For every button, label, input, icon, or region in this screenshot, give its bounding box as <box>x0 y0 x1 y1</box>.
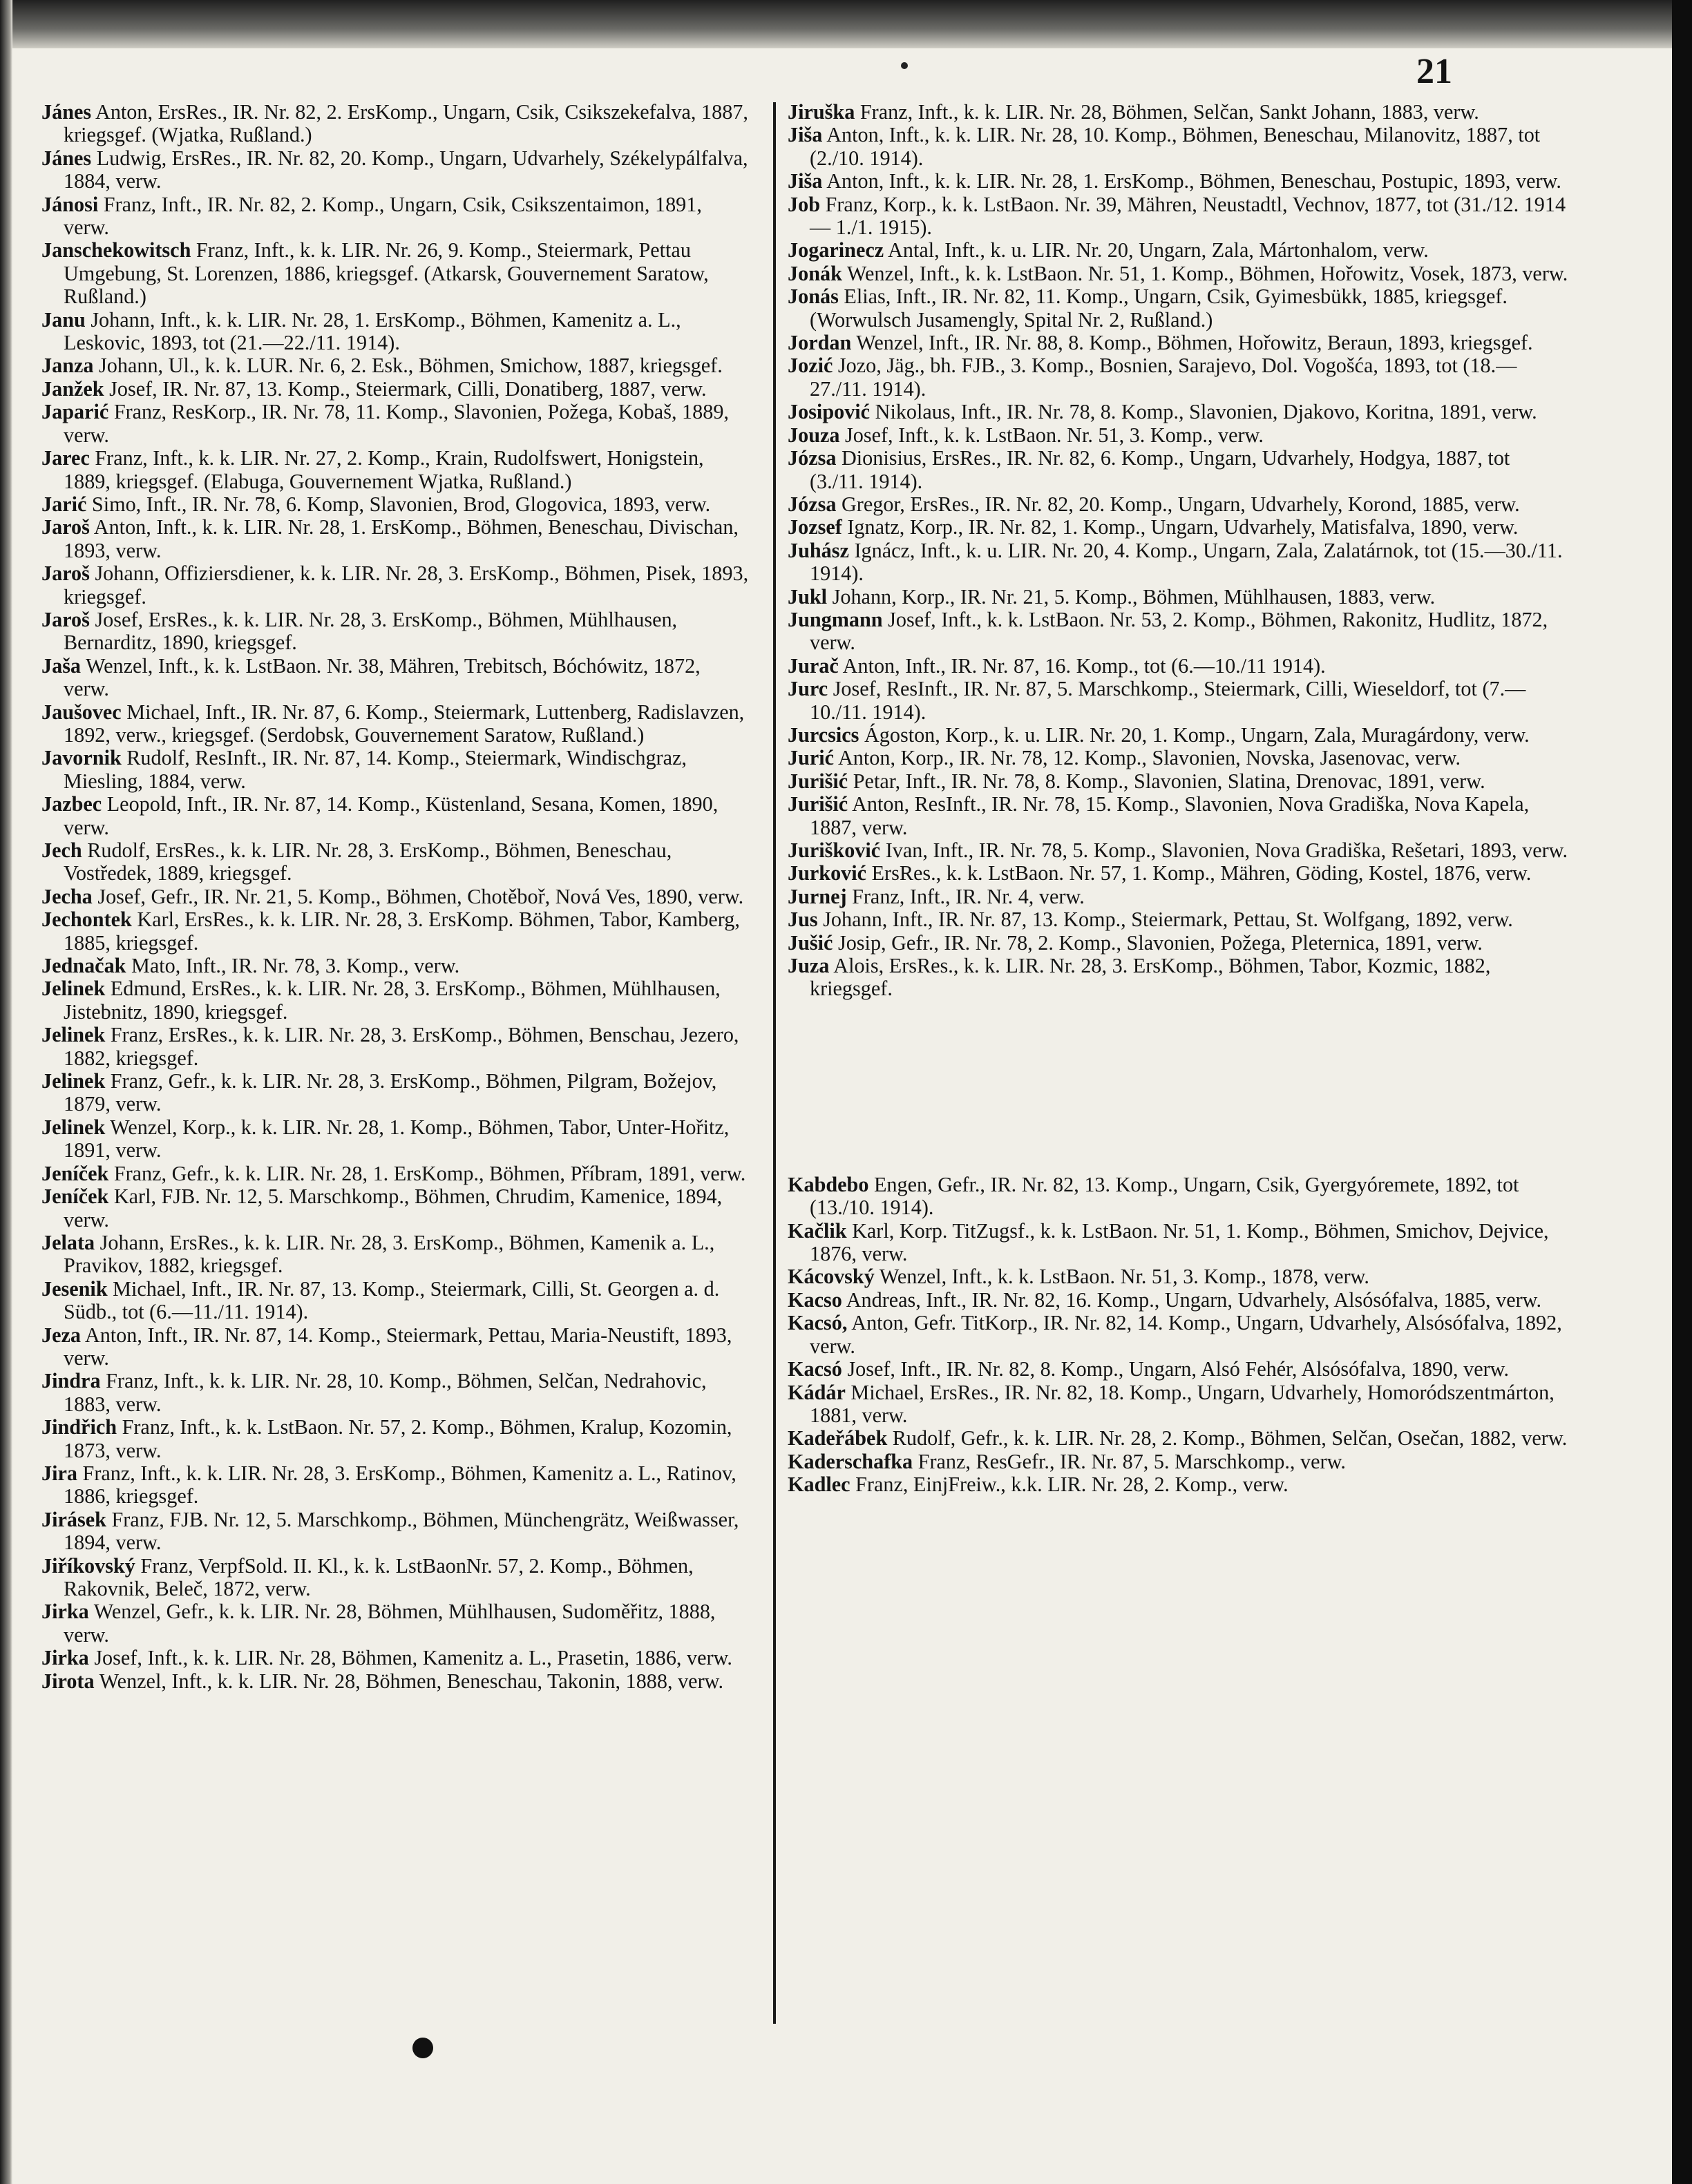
entry-surname: Jirásek <box>41 1507 106 1531</box>
list-entry <box>41 1508 750 1555</box>
list-entry <box>788 885 1568 908</box>
entry-details: Franz, Inft., k. k. LIR. Nr. 26, 9. Komp., Steiermark, Pettau Umgebung, St. Lorenzen, 1886, kriegsgef. (Atkarsk, Gouvernement Saratow, Rußland.) <box>64 238 709 309</box>
list-entry <box>41 885 750 908</box>
list-entry <box>788 447 1568 493</box>
entry-details: ErsRes., k. k. LstBaon. Nr. 57, 1. Komp., Mähren, Göding, Kostel, 1876, verw. <box>871 861 1532 885</box>
entry-details: Elias, Inft., IR. Nr. 82, 11. Komp., Ungarn, Csik, Gyimesbükk, 1885, kriegsgef. (Worwulsch Jusamengly, Spital Nr. 2, Rußland.) <box>810 285 1508 332</box>
entry-details: Franz, VerpfSold. II. Kl., k. k. LstBaonNr. 57, 2. Komp., Böhmen, Rakovnik, Beleč, 1872, verw. <box>64 1553 694 1600</box>
entry-surname: Jirka <box>41 1646 89 1670</box>
entry-surname: Jaroš <box>41 607 90 631</box>
entry-surname: Kacsó <box>788 1357 842 1381</box>
entry-surname: Jungmann <box>788 607 883 631</box>
entry-surname: Jesenik <box>41 1276 108 1301</box>
entry-surname: Jozsef <box>788 515 842 539</box>
list-entry <box>788 1450 1568 1473</box>
entry-surname: Jánosi <box>41 192 99 216</box>
entry-details: Franz, ResKorp., IR. Nr. 78, 11. Komp., Slavonien, Požega, Kobaš, 1889, verw. <box>64 400 729 447</box>
entry-surname: Janu <box>41 307 86 332</box>
entry-details: Karl, FJB. Nr. 12, 5. Marschkomp., Böhmen, Chrudim, Kamenice, 1894, verw. <box>64 1185 723 1232</box>
scan-right-edge <box>1672 0 1692 2184</box>
page-number: 21 <box>1416 52 1452 91</box>
entry-details: Dionisius, ErsRes., IR. Nr. 82, 6. Komp., Ungarn, Udvarhely, Hodgya, 1887, tot (3./11. 1914). <box>810 446 1510 493</box>
entry-surname: Jeníček <box>41 1161 109 1185</box>
entry-surname: Kačlik <box>788 1218 847 1243</box>
list-entry <box>788 770 1568 793</box>
list-entry <box>788 285 1568 332</box>
entry-details: Jozo, Jäg., bh. FJB., 3. Komp., Bosnien, Sarajevo, Dol. Vogošća, 1893, tot (18.—27./11. 1914). <box>810 354 1517 401</box>
list-entry <box>41 1162 750 1185</box>
entry-surname: Kádár <box>788 1380 846 1404</box>
entry-details: Antal, Inft., k. u. LIR. Nr. 20, Ungarn, Zala, Mártonhalom, verw. <box>888 238 1429 262</box>
list-entry <box>41 309 750 355</box>
list-entry <box>788 839 1568 862</box>
entry-surname: Jurač <box>788 653 839 678</box>
ink-speck <box>901 62 908 69</box>
list-entry <box>788 262 1568 285</box>
list-entry <box>41 977 750 1024</box>
list-entry <box>788 539 1568 586</box>
entry-surname: Jaroš <box>41 562 90 586</box>
entry-surname: Kaderschafka <box>788 1449 913 1473</box>
list-entry <box>788 955 1568 1001</box>
entry-surname: Jiša <box>788 169 823 193</box>
entry-details: Karl, ErsRes., k. k. LIR. Nr. 28, 3. ErsKomp. Böhmen, Tabor, Kamberg, 1885, kriegsgef. <box>64 908 740 955</box>
list-entry <box>788 1358 1568 1381</box>
entry-details: Josef, IR. Nr. 87, 13. Komp., Steiermark, Cilli, Donatiberg, 1887, verw. <box>109 376 707 401</box>
entry-surname: Japarić <box>41 400 109 424</box>
entry-surname: Jurić <box>788 746 835 770</box>
entry-details: Franz, ErsRes., k. k. LIR. Nr. 28, 3. ErsKomp., Böhmen, Benschau, Jezero, 1882, kriegsgef. <box>64 1023 739 1070</box>
entry-details: Josef, Inft., k. k. LIR. Nr. 28, Böhmen, Kamenitz a. L., Prasetin, 1886, verw. <box>94 1646 732 1670</box>
entry-details: Anton, ErsRes., IR. Nr. 82, 2. ErsKomp., Ungarn, Csik, Csikszekefalva, 1887, kriegsgef. (Wjatka, Rußland.) <box>64 100 748 147</box>
entry-surname: Kabdebo <box>788 1172 869 1196</box>
entry-surname: Jušić <box>788 930 833 955</box>
entry-surname: Jeza <box>41 1323 81 1347</box>
list-entry <box>41 401 750 447</box>
entry-details: Wenzel, Inft., k. k. LstBaon. Nr. 38, Mähren, Trebitsch, Bóchówitz, 1872, verw. <box>64 653 701 701</box>
list-entry <box>41 1185 750 1232</box>
entry-details: Josip, Gefr., IR. Nr. 78, 2. Komp., Slavonien, Požega, Pleternica, 1891, verw. <box>837 930 1483 955</box>
list-entry <box>41 1324 750 1370</box>
entry-details: Franz, Inft., k. k. LIR. Nr. 28, Böhmen, Selčan, Sankt Johann, 1883, verw. <box>859 100 1479 124</box>
entry-details: Johann, Inft., k. k. LIR. Nr. 28, 1. ErsKomp., Böhmen, Kamenitz a. L., Leskovic, 1893, tot (21.—22./11. 1914). <box>64 307 681 355</box>
list-entry <box>788 493 1568 516</box>
list-entry <box>41 908 750 955</box>
entry-surname: Jouza <box>788 423 840 447</box>
entry-surname: Jech <box>41 839 82 862</box>
list-entry <box>788 747 1568 769</box>
list-entry <box>41 1278 750 1324</box>
entry-surname: Jirota <box>41 1669 95 1693</box>
entry-details: Anton, Inft., k. k. LIR. Nr. 28, 10. Komp., Böhmen, Beneschau, Milanovitz, 1887, tot (2./10. 1914). <box>810 123 1541 170</box>
entry-details: Johann, Korp., IR. Nr. 21, 5. Komp., Böhmen, Mühlhausen, 1883, verw. <box>832 584 1436 609</box>
entry-details: Johann, Ul., k. k. LUR. Nr. 6, 2. Esk., Böhmen, Smichow, 1887, kriegsgef. <box>99 354 723 378</box>
scan-left-edge <box>0 0 12 2184</box>
list-entry <box>41 239 750 308</box>
entry-surname: Jarić <box>41 492 87 516</box>
entry-details: Nikolaus, Inft., IR. Nr. 78, 8. Komp., Slavonien, Djakovo, Koritna, 1891, verw. <box>875 400 1537 424</box>
entries-j <box>788 101 1568 1001</box>
entry-surname: Kadeřábek <box>788 1426 888 1450</box>
entry-surname: Janza <box>41 354 94 378</box>
entry-surname: Jechontek <box>41 908 132 932</box>
entry-details: Johann, ErsRes., k. k. LIR. Nr. 28, 3. ErsKomp., Böhmen, Kamenik a. L., Pravikov, 1882, kriegsgef. <box>64 1230 715 1278</box>
right-column <box>788 101 1568 1497</box>
entry-details: Ludwig, ErsRes., IR. Nr. 82, 20. Komp., Ungarn, Udvarhely, Székelypálfalva, 1884, verw. <box>64 146 748 193</box>
entry-details: Josef, Gefr., IR. Nr. 21, 5. Komp., Böhmen, Chotěboř, Nová Ves, 1890, verw. <box>97 884 744 908</box>
entry-surname: Juza <box>788 954 830 978</box>
list-entry <box>788 1427 1568 1450</box>
entry-surname: Jindra <box>41 1369 101 1393</box>
entry-details: Franz, Inft., k. k. LIR. Nr. 28, 3. ErsKomp., Böhmen, Kamenitz a. L., Ratinov, 1886, kriegsgef. <box>64 1461 736 1508</box>
entry-surname: Józsa <box>788 446 837 470</box>
entry-details: Wenzel, Korp., k. k. LIR. Nr. 28, 1. Komp., Böhmen, Tabor, Unter-Hořitz, 1891, verw. <box>64 1115 730 1162</box>
list-entry <box>788 932 1568 955</box>
entry-details: Anton, Gefr. TitKorp., IR. Nr. 82, 14. Komp., Ungarn, Udvarhely, Alsósófalva, 1892, verw. <box>810 1311 1562 1358</box>
entry-surname: Jukl <box>788 584 828 609</box>
entry-surname: Jaušovec <box>41 700 122 724</box>
entry-surname: Jiříkovský <box>41 1553 135 1578</box>
list-entry <box>41 1647 750 1669</box>
entry-surname: Job <box>788 192 820 216</box>
entry-details: Franz, EinjFreiw., k.k. LIR. Nr. 28, 2. Komp., verw. <box>855 1473 1289 1497</box>
entry-surname: Janschekowitsch <box>41 238 191 262</box>
entry-surname: Kácovský <box>788 1265 875 1289</box>
list-entry <box>41 609 750 655</box>
list-entry <box>41 147 750 193</box>
entry-surname: Jonás <box>788 285 839 309</box>
list-entry <box>41 193 750 240</box>
list-entry <box>41 493 750 516</box>
entry-details: Anton, ResInft., IR. Nr. 78, 15. Komp., Slavonien, Nova Gradiška, Nova Kapela, 1887, verw. <box>810 792 1530 839</box>
entry-details: Anton, Korp., IR. Nr. 78, 12. Komp., Slavonien, Novska, Jasenovac, verw. <box>837 746 1461 770</box>
list-entry <box>41 1462 750 1508</box>
entry-surname: Jurnej <box>788 884 847 908</box>
list-entry <box>788 586 1568 609</box>
list-entry <box>788 354 1568 401</box>
list-entry <box>788 1174 1568 1220</box>
entry-surname: Kadlec <box>788 1473 850 1497</box>
entry-details: Franz, Gefr., k. k. LIR. Nr. 28, 3. ErsKomp., Böhmen, Pilgram, Božejov, 1879, verw. <box>64 1069 717 1116</box>
list-entry <box>41 1600 750 1647</box>
entry-details: Franz, Inft., k. k. LIR. Nr. 27, 2. Komp., Krain, Rudolfswert, Honigstein, 1889, kriegsgef. (Elabuga, Gouvernement Wjatka, Rußland.) <box>64 446 704 493</box>
entry-surname: Jurković <box>788 861 867 885</box>
entry-surname: Javornik <box>41 746 122 770</box>
entry-details: Rudolf, Gefr., k. k. LIR. Nr. 28, 2. Komp., Böhmen, Selčan, Osečan, 1882, verw. <box>892 1426 1568 1450</box>
scan-top-shadow <box>0 0 1672 48</box>
entry-surname: Jaroš <box>41 515 90 539</box>
entry-surname: Jecha <box>41 884 93 908</box>
list-entry <box>41 955 750 977</box>
entry-details: Wenzel, Inft., k. k. LstBaon. Nr. 51, 1. Komp., Böhmen, Hořowitz, Vosek, 1873, verw. <box>846 261 1568 285</box>
entry-surname: Jelinek <box>41 1023 106 1047</box>
entry-surname: Jeníček <box>41 1185 109 1209</box>
entry-details: Josef, ErsRes., k. k. LIR. Nr. 28, 3. ErsKomp., Böhmen, Mühlhausen, Bernarditz, 1890, kriegsgef. <box>64 607 678 655</box>
list-entry <box>788 1265 1568 1288</box>
entry-surname: Jánes <box>41 100 92 124</box>
entry-details: Petar, Inft., IR. Nr. 78, 8. Komp., Slavonien, Slatina, Drenovac, 1891, verw. <box>853 769 1485 793</box>
entry-details: Ignácz, Inft., k. u. LIR. Nr. 20, 4. Komp., Ungarn, Zala, Zalatárnok, tot (15.—30./11. 1914). <box>810 538 1563 586</box>
section-gap <box>788 1001 1568 1174</box>
list-entry <box>788 862 1568 885</box>
entry-surname: Josipović <box>788 400 871 424</box>
entry-surname: Juhász <box>788 538 849 562</box>
entry-surname: Jurc <box>788 677 828 701</box>
list-entry <box>788 124 1568 170</box>
list-entry <box>41 101 750 147</box>
entry-surname: Kacsó, <box>788 1311 848 1335</box>
entry-details: Andreas, Inft., IR. Nr. 82, 16. Komp., Ungarn, Udvarhely, Alsósófalva, 1885, verw. <box>846 1287 1542 1312</box>
entry-details: Franz, Inft., IR. Nr. 82, 2. Komp., Ungarn, Csik, Csikszentaimon, 1891, verw. <box>64 192 702 240</box>
entry-details: Simo, Inft., IR. Nr. 78, 6. Komp, Slavonien, Brod, Glogovica, 1893, verw. <box>91 492 711 516</box>
entry-surname: Jogarinecz <box>788 238 884 262</box>
entry-surname: Jonák <box>788 261 842 285</box>
entry-details: Johann, Inft., IR. Nr. 87, 13. Komp., Steiermark, Pettau, St. Wolfgang, 1892, verw. <box>823 908 1513 932</box>
list-entry <box>41 447 750 493</box>
entry-surname: Jelata <box>41 1230 95 1254</box>
entry-surname: Jurišić <box>788 792 848 816</box>
list-entry <box>788 908 1568 931</box>
entry-surname: Jiruška <box>788 100 855 124</box>
entry-surname: Jurcsics <box>788 722 859 747</box>
entry-details: Rudolf, ErsRes., k. k. LIR. Nr. 28, 3. ErsKomp., Böhmen, Beneschau, Vostředek, 1889, kriegsgef. <box>64 839 672 885</box>
entry-surname: Jelinek <box>41 977 106 1001</box>
list-entry <box>41 1232 750 1278</box>
list-entry <box>788 101 1568 124</box>
entry-details: Franz, ResGefr., IR. Nr. 87, 5. Marschkomp., verw. <box>918 1449 1346 1473</box>
list-entry <box>788 1289 1568 1312</box>
entry-surname: Jurišković <box>788 839 881 862</box>
entry-details: Ivan, Inft., IR. Nr. 78, 5. Komp., Slavonien, Nova Gradiška, Rešetari, 1893, verw. <box>885 839 1568 862</box>
list-entry <box>41 1070 750 1116</box>
entry-surname: Jiša <box>788 123 823 147</box>
list-entry <box>41 1555 750 1601</box>
list-entry <box>41 701 750 747</box>
entry-surname: Jarec <box>41 446 90 470</box>
list-entry <box>788 1312 1568 1358</box>
entry-details: Karl, Korp. TitZugsf., k. k. LstBaon. Nr. 51, 1. Komp., Böhmen, Smichov, Dejvice, 1876, verw. <box>810 1218 1549 1266</box>
entry-details: Franz, Gefr., k. k. LIR. Nr. 28, 1. ErsKomp., Böhmen, Příbram, 1891, verw. <box>113 1161 746 1185</box>
entry-details: Franz, Korp., k. k. LstBaon. Nr. 39, Mähren, Neustadtl, Vechnov, 1877, tot (31./12. 1914 — 1./1. 1915). <box>810 192 1566 240</box>
entry-details: Josef, Inft., IR. Nr. 82, 8. Komp., Ungarn, Alsó Fehér, Alsósófalva, 1890, verw. <box>847 1357 1510 1381</box>
list-entry <box>41 354 750 377</box>
entry-surname: Jozić <box>788 354 833 378</box>
list-entry <box>41 655 750 701</box>
entry-surname: Jurišić <box>788 769 848 793</box>
list-entry <box>788 193 1568 240</box>
list-entry <box>788 609 1568 655</box>
entry-details: Edmund, ErsRes., k. k. LIR. Nr. 28, 3. ErsKomp., Böhmen, Mühlhausen, Jistebnitz, 1890, kriegsgef. <box>64 977 721 1024</box>
list-entry <box>788 401 1568 423</box>
entry-surname: Jira <box>41 1461 77 1485</box>
entry-details: Engen, Gefr., IR. Nr. 82, 13. Komp., Ungarn, Csik, Gyergyóremete, 1892, tot (13./10. 1914). <box>810 1172 1519 1220</box>
entry-details: Franz, Inft., IR. Nr. 4, verw. <box>852 884 1085 908</box>
entry-details: Franz, Inft., k. k. LIR. Nr. 28, 10. Komp., Böhmen, Selčan, Nedrahovic, 1883, verw. <box>64 1369 707 1416</box>
entry-details: Anton, Inft., IR. Nr. 87, 16. Komp., tot (6.—10./11 1914). <box>842 653 1326 678</box>
entry-details: Wenzel, Gefr., k. k. LIR. Nr. 28, Böhmen, Mühlhausen, Sudoměřitz, 1888, verw. <box>64 1600 716 1647</box>
list-entry <box>788 1381 1568 1428</box>
entry-details: Ágoston, Korp., k. u. LIR. Nr. 20, 1. Komp., Ungarn, Zala, Muragárdony, verw. <box>864 722 1530 747</box>
list-entry <box>788 170 1568 193</box>
entry-details: Leopold, Inft., IR. Nr. 87, 14. Komp., Küstenland, Sesana, Komen, 1890, verw. <box>64 792 719 839</box>
entry-surname: Janžek <box>41 376 104 401</box>
entries-k <box>788 1174 1568 1497</box>
list-entry <box>41 1670 750 1693</box>
entry-details: Franz, FJB. Nr. 12, 5. Marschkomp., Böhmen, Münchengrätz, Weißwasser, 1894, verw. <box>64 1507 739 1555</box>
list-entry <box>41 1116 750 1162</box>
list-entry <box>788 424 1568 447</box>
entry-details: Wenzel, Inft., k. k. LstBaon. Nr. 51, 3. Komp., 1878, verw. <box>879 1265 1369 1289</box>
entry-details: Anton, Inft., IR. Nr. 87, 14. Komp., Steiermark, Pettau, Maria-Neustift, 1893, verw. <box>64 1323 732 1370</box>
entry-surname: Jus <box>788 908 818 932</box>
list-entry <box>788 239 1568 262</box>
list-entry <box>788 793 1568 839</box>
entry-surname: Jelinek <box>41 1115 106 1139</box>
entry-surname: Józsa <box>788 492 837 516</box>
entry-details: Gregor, ErsRes., IR. Nr. 82, 20. Komp., Ungarn, Udvarhely, Korond, 1885, verw. <box>841 492 1520 516</box>
list-entry <box>788 332 1568 354</box>
entry-details: Ignatz, Korp., IR. Nr. 82, 1. Komp., Ungarn, Udvarhely, Matisfalva, 1890, verw. <box>847 515 1519 539</box>
list-entry <box>41 562 750 609</box>
entry-details: Michael, ErsRes., IR. Nr. 82, 18. Komp., Ungarn, Udvarhely, Homoródszentmárton, 1881, verw. <box>810 1380 1555 1427</box>
list-entry <box>788 655 1568 678</box>
entry-details: Wenzel, Inft., k. k. LIR. Nr. 28, Böhmen, Beneschau, Takonin, 1888, verw. <box>99 1669 724 1693</box>
entry-details: Rudolf, ResInft., IR. Nr. 87, 14. Komp., Steiermark, Windischgraz, Miesling, 1884, verw. <box>64 746 687 793</box>
entry-surname: Jindřich <box>41 1415 117 1439</box>
entry-surname: Jazbec <box>41 792 102 816</box>
list-entry <box>41 839 750 885</box>
entry-surname: Jednačak <box>41 954 126 978</box>
entry-surname: Jelinek <box>41 1069 106 1093</box>
list-entry <box>788 724 1568 747</box>
left-column <box>41 101 750 1693</box>
list-entry <box>788 1220 1568 1266</box>
entry-details: Josef, Inft., k. k. LstBaon. Nr. 51, 3. Komp., verw. <box>845 423 1264 447</box>
entry-details: Franz, Inft., k. k. LstBaon. Nr. 57, 2. Komp., Böhmen, Kralup, Kozomin, 1873, verw. <box>64 1415 732 1462</box>
entry-surname: Jaša <box>41 653 82 678</box>
entry-details: Alois, ErsRes., k. k. LIR. Nr. 28, 3. ErsKomp., Böhmen, Tabor, Kozmic, 1882, kriegsgef. <box>810 954 1491 1001</box>
list-entry <box>41 378 750 401</box>
list-entry <box>788 1473 1568 1496</box>
list-entry <box>788 678 1568 724</box>
entry-surname: Jordan <box>788 331 852 355</box>
entry-details: Josef, Inft., k. k. LstBaon. Nr. 53, 2. Komp., Böhmen, Rakonitz, Hudlitz, 1872, verw. <box>810 607 1548 655</box>
entry-details: Anton, Inft., k. k. LIR. Nr. 28, 1. ErsKomp., Böhmen, Beneschau, Divischan, 1893, verw. <box>64 515 739 562</box>
entry-details: Michael, Inft., IR. Nr. 87, 13. Komp., Steiermark, Cilli, St. Georgen a. d. Südb., tot (6.—11./11. 1914). <box>64 1276 720 1324</box>
ink-blot <box>412 2038 433 2058</box>
list-entry <box>788 516 1568 539</box>
entry-details: Josef, ResInft., IR. Nr. 87, 5. Marschkomp., Steiermark, Cilli, Wieseldorf, tot (7.—10./11. 1914). <box>810 677 1526 724</box>
entry-details: Johann, Offiziersdiener, k. k. LIR. Nr. 28, 3. ErsKomp., Böhmen, Pisek, 1893, kriegsgef. <box>64 562 749 609</box>
entry-surname: Kacso <box>788 1287 842 1312</box>
entry-surname: Jánes <box>41 146 92 170</box>
entry-details: Mato, Inft., IR. Nr. 78, 3. Komp., verw. <box>131 954 460 978</box>
list-entry <box>41 1370 750 1416</box>
list-entry <box>41 793 750 839</box>
entry-details: Anton, Inft., k. k. LIR. Nr. 28, 1. ErsKomp., Böhmen, Beneschau, Postupic, 1893, verw. <box>826 169 1561 193</box>
list-entry <box>41 516 750 562</box>
entry-details: Wenzel, Inft., IR. Nr. 88, 8. Komp., Böhmen, Hořowitz, Beraun, 1893, kriegsgef. <box>856 331 1533 355</box>
entry-surname: Jirka <box>41 1600 89 1624</box>
list-entry <box>41 1416 750 1462</box>
list-entry <box>41 747 750 793</box>
column-divider <box>773 102 776 2024</box>
list-entry <box>41 1024 750 1070</box>
entry-details: Michael, Inft., IR. Nr. 87, 6. Komp., Steiermark, Luttenberg, Radislavzen, 1892, verw., kriegsgef. (Serdobsk, Gouvernement Saratow, Rußland.) <box>64 700 745 747</box>
